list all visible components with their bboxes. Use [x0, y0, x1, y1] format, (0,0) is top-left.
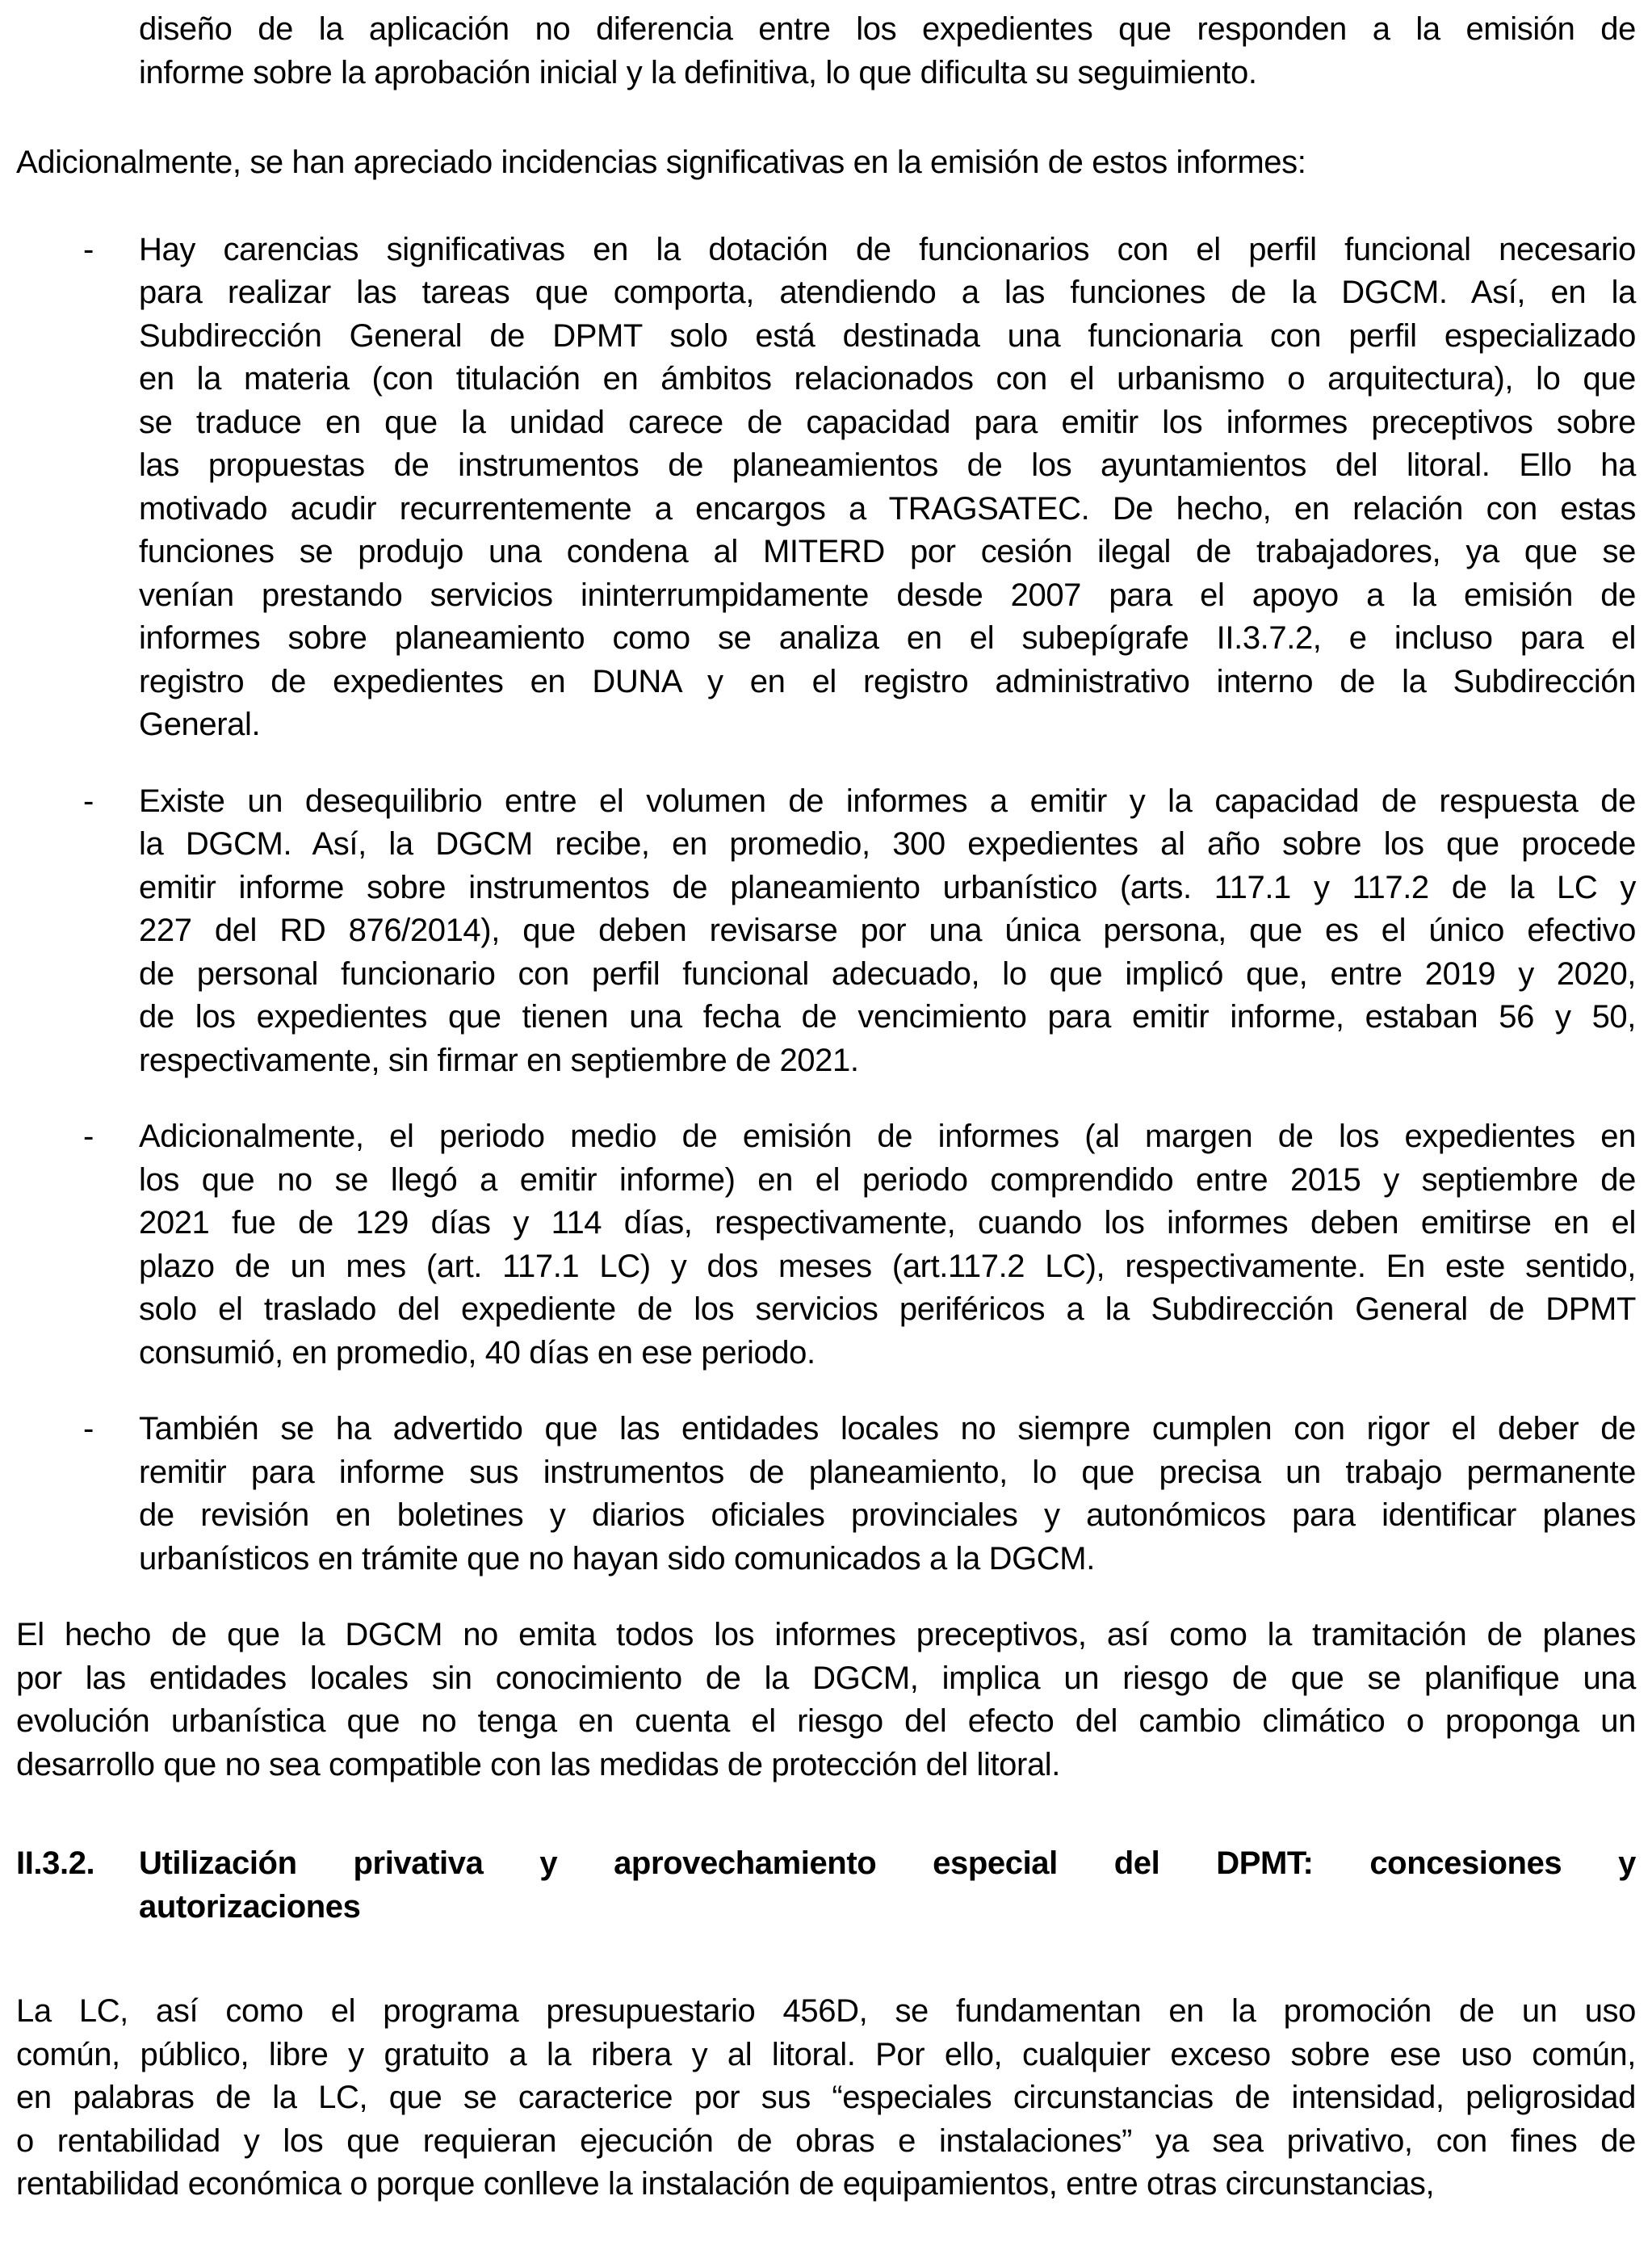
- text-line: plazo de un mes (art. 117.1 LC) y dos meses (art.117.2 LC), respectivamente. En este sentido,: [139, 1248, 1636, 1284]
- text-line: General.: [139, 707, 261, 742]
- text-line: venían prestando servicios ininterrumpidamente desde 2007 para el apoyo a la emisión de: [139, 577, 1636, 613]
- section-number: II.3.2.: [16, 1845, 95, 1881]
- text-line: o rentabilidad y los que requieran ejecución de obras e instalaciones” ya sea privativo, con fines de: [16, 2122, 1636, 2159]
- text-line: rentabilidad económica o porque conlleve la instalación de equipamientos, entre otras circunstancias,: [16, 2166, 1435, 2202]
- text-line: Existe un desequilibrio entre el volumen de informes a emitir y la capacidad de respuesta de: [139, 783, 1636, 819]
- section-heading: [16, 1842, 1636, 1929]
- text-line: 227 del RD 876/2014), que deben revisarse por una única persona, que es el único efectivo: [139, 913, 1636, 948]
- text-line: se traduce en que la unidad carece de capacidad para emitir los informes preceptivos sobre: [139, 404, 1636, 440]
- section-title: [139, 1842, 1636, 1929]
- list-item-local-entities: [83, 1408, 1636, 1581]
- text-line: Subdirección General de DPMT solo está destinada una funcionaria con perfil especializado: [139, 317, 1636, 354]
- text-line: informe sobre la aprobación inicial y la definitiva, lo que dificulta su seguimiento.: [139, 54, 1257, 90]
- list-item-text: [139, 1115, 1636, 1375]
- text-line: funciones se produjo una condena al MITERD por cesión ilegal de trabajadores, ya que se: [139, 534, 1636, 569]
- continuation-paragraph: [139, 8, 1636, 94]
- closing-paragraph: [16, 1614, 1636, 1786]
- text-line: los que no se llegó a emitir informe) en el periodo comprendido entre 2015 y septiembre de: [139, 1161, 1636, 1198]
- text-line: solo el traslado del expediente de los servicios periféricos a la Subdirección General de DPMT: [139, 1291, 1636, 1327]
- text-line: diseño de la aplicación no diferencia entre los expedientes que responden a la emisión de: [139, 11, 1636, 47]
- list-item-volume-imbalance: [83, 780, 1636, 1083]
- list-item-average-period: [83, 1115, 1636, 1375]
- text-line: consumió, en promedio, 40 días en ese periodo.: [139, 1334, 816, 1371]
- text-line: registro de expedientes en DUNA y en el registro administrativo interno de la Subdirección: [139, 663, 1636, 699]
- text-line: la DGCM. Así, la DGCM recibe, en promedio, 300 expedientes al año sobre los que procede: [139, 826, 1636, 862]
- text-line: común, público, libre y gratuito a la ribera y al litoral. Por ello, cualquier exceso sobre ese uso común,: [16, 2036, 1636, 2072]
- list-item-text: [139, 1408, 1636, 1581]
- text-line: de los expedientes que tienen una fecha de vencimiento para emitir informe, estaban 56 y 50,: [139, 999, 1636, 1035]
- text-line: Adicionalmente, el periodo medio de emisión de informes (al margen de los expedientes en: [139, 1119, 1636, 1154]
- bullet-dash: -: [83, 231, 94, 267]
- text-line: emitir informe sobre instrumentos de planeamiento urbanístico (arts. 117.1 y 117.2 de la LC y: [139, 869, 1636, 905]
- bullet-dash: -: [83, 1411, 94, 1446]
- text-line: autorizaciones: [139, 1888, 361, 1925]
- text-line: desarrollo que no sea compatible con las medidas de protección del litoral.: [16, 1746, 1060, 1782]
- text-line: informes sobre planeamiento como se analiza en el subepígrafe II.3.7.2, e incluso para el: [139, 620, 1636, 656]
- text-line: También se ha advertido que las entidades locales no siempre cumplen con rigor el deber de: [139, 1411, 1636, 1446]
- text-line: El hecho de que la DGCM no emita todos los informes preceptivos, así como la tramitación de planes: [16, 1617, 1636, 1652]
- findings-list: [16, 229, 1636, 1581]
- bullet-dash: -: [83, 1119, 94, 1154]
- text-line: en la materia (con titulación en ámbitos relacionados con el urbanismo o arquitectura), lo que: [139, 361, 1636, 397]
- text-line: en palabras de la LC, que se caracterice por sus “especiales circunstancias de intensidad, peligrosidad: [16, 2080, 1636, 2115]
- bullet-dash: -: [83, 783, 94, 819]
- list-item-text: [139, 229, 1636, 747]
- text-line: respectivamente, sin firmar en septiembre de 2021.: [139, 1042, 859, 1078]
- text-line: 2021 fue de 129 días y 114 días, respectivamente, cuando los informes deben emitirse en el: [139, 1205, 1636, 1241]
- text-line: por las entidades locales sin conocimiento de la DGCM, implica un riesgo de que se planifique una: [16, 1660, 1636, 1696]
- text-line: para realizar las tareas que comporta, atendiendo a las funciones de la DGCM. Así, en la: [139, 275, 1636, 310]
- intro-paragraph: [16, 141, 1636, 185]
- text-line: Adicionalmente, se han apreciado incidencias significativas en la emisión de estos informes:: [16, 145, 1306, 180]
- text-line: La LC, así como el programa presupuestario 456D, se fundamentan en la promoción de un uso: [16, 1993, 1636, 2029]
- text-line: remitir para informe sus instrumentos de planeamiento, lo que precisa un trabajo permanente: [139, 1454, 1636, 1490]
- text-line: Utilización privativa y aprovechamiento especial del DPMT: concesiones y: [139, 1845, 1636, 1881]
- text-line: Hay carencias significativas en la dotación de funcionarios con el perfil funcional necesario: [139, 231, 1636, 267]
- list-item-text: [139, 780, 1636, 1083]
- text-line: de personal funcionario con perfil funcional adecuado, lo que implicó que, entre 2019 y 2020,: [139, 955, 1636, 992]
- text-line: motivado acudir recurrentemente a encargos a TRAGSATEC. De hecho, en relación con estas: [139, 490, 1636, 527]
- text-line: evolución urbanística que no tenga en cuenta el riesgo del efecto del cambio climático o proponga un: [16, 1703, 1636, 1739]
- text-line: de revisión en boletines y diarios oficiales provinciales y autonómicos para identificar planes: [139, 1497, 1636, 1533]
- text-line: las propuestas de instrumentos de planeamientos de los ayuntamientos del litoral. Ello ha: [139, 447, 1636, 483]
- list-item-staff-shortage: [83, 229, 1636, 747]
- text-line: urbanísticos en trámite que no hayan sido comunicados a la DGCM.: [139, 1540, 1095, 1577]
- final-paragraph: [16, 1990, 1636, 2206]
